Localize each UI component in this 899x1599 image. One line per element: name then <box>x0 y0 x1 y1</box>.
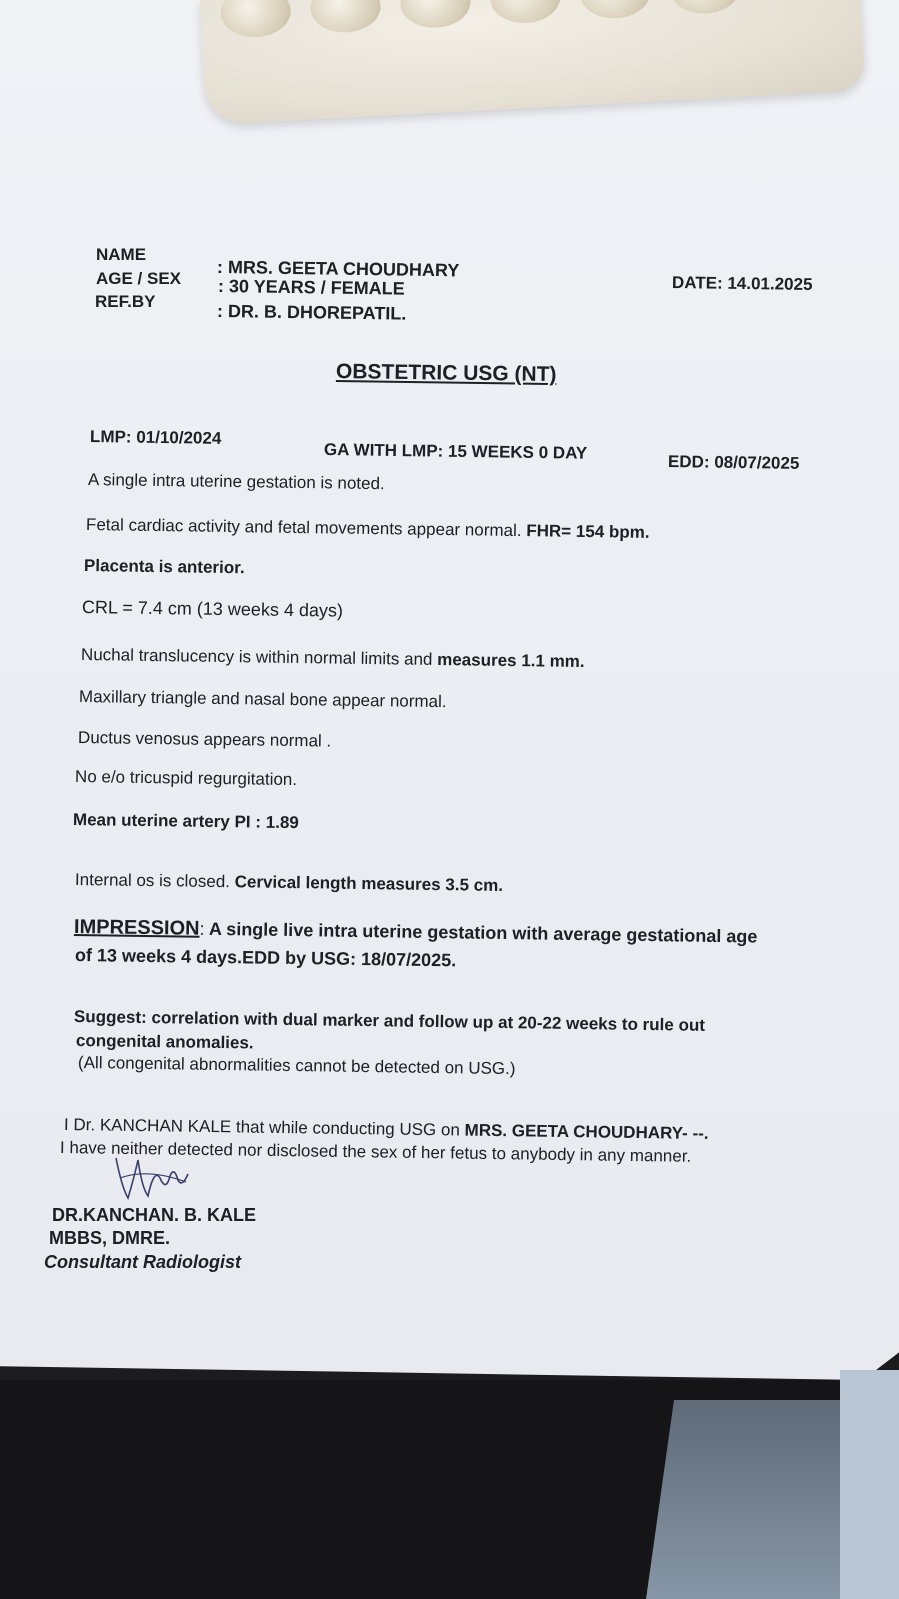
pebble <box>309 0 382 34</box>
pebble <box>399 0 472 29</box>
refby-value: : DR. B. DHOREPATIL. <box>216 301 407 324</box>
declaration-text: I Dr. KANCHAN KALE that while conducting USG on <box>63 1115 461 1140</box>
report-title: OBSTETRIC USG (NT) <box>335 360 557 387</box>
cervical-length: Cervical length measures 3.5 cm. <box>234 872 504 895</box>
finding-ductus: Ductus venosus appears normal . <box>77 728 332 751</box>
os-text: Internal os is closed. <box>74 870 231 892</box>
pebble <box>219 0 292 39</box>
edd-lmp: EDD: 08/07/2025 <box>667 452 800 473</box>
impression-colon: : <box>199 918 205 939</box>
suggest-note: (All congenital abnormalities cannot be detected on USG.) <box>77 1053 516 1079</box>
pebble <box>579 0 652 20</box>
finding-gestation: A single intra uterine gestation is noted. <box>87 470 385 494</box>
declaration-patient: MRS. GEETA CHOUDHARY- --. <box>464 1120 709 1143</box>
refby-label: REF.BY <box>95 292 156 311</box>
agesex-label: AGE / SEX <box>96 269 182 288</box>
suggest-line1: Suggest: correlation with dual marker and follow up at 20-22 weeks to rule out <box>73 1007 706 1035</box>
nt-measure: measures 1.1 mm. <box>437 649 585 672</box>
doctor-degree: MBBS, DMRE. <box>49 1228 170 1248</box>
name-value: : MRS. GEETA CHOUDHARY <box>216 257 460 281</box>
finding-maxillary: Maxillary triangle and nasal bone appear normal. <box>78 687 447 712</box>
impression-label: IMPRESSION <box>73 916 200 940</box>
name-label: NAME <box>96 245 147 264</box>
declaration-line2: I have neither detected nor disclosed the sex of her fetus to anybody in any manner. <box>59 1138 692 1166</box>
lmp-date: LMP: 01/10/2024 <box>89 427 222 448</box>
fhr-value: FHR= 154 bpm. <box>526 521 650 542</box>
report-date: DATE: 14.01.2025 <box>671 273 813 294</box>
pebble <box>489 0 562 25</box>
doctor-name: DR.KANCHAN. B. KALE <box>52 1205 256 1225</box>
pebble <box>669 0 742 15</box>
background-object <box>840 1370 899 1599</box>
ga-with-lmp: GA WITH LMP: 15 WEEKS 0 DAY <box>323 440 588 463</box>
impression-line2: of 13 weeks 4 days.EDD by USG: 18/07/2025. <box>74 945 457 971</box>
finding-tricuspid: No e/o tricuspid regurgitation. <box>74 767 298 790</box>
impression-text: A single live intra uterine gestation with average gestational age <box>208 918 758 947</box>
agesex-value: : 30 YEARS / FEMALE <box>217 276 405 299</box>
finding-placenta: Placenta is anterior. <box>83 556 245 578</box>
finding-uterine-pi: Mean uterine artery PI : 1.89 <box>72 810 299 833</box>
finding-crl: CRL = 7.4 cm (13 weeks 4 days) <box>81 597 344 621</box>
doctor-role: Consultant Radiologist <box>44 1252 241 1272</box>
suggest-line2: congenital anomalies. <box>75 1031 254 1053</box>
cardiac-text: Fetal cardiac activity and fetal movements appear normal. <box>85 515 522 541</box>
nt-text: Nuchal translucency is within normal limits and <box>80 645 433 669</box>
handwritten-signature <box>108 1148 198 1208</box>
